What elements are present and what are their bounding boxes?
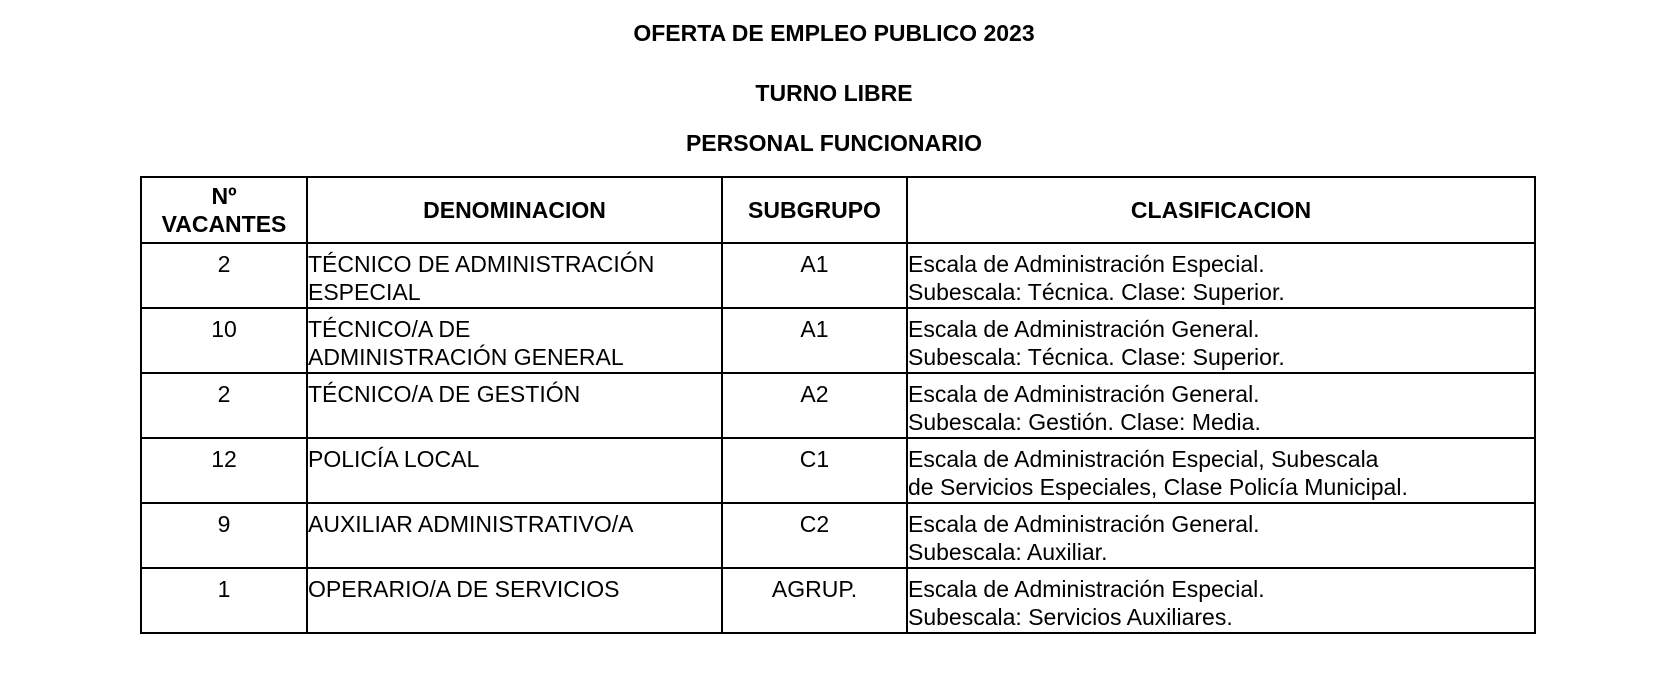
clasificacion-line: Subescala: Técnica. Clase: Superior. (908, 279, 1285, 305)
header-vacantes-line1: Nº (211, 183, 237, 209)
clasificacion-line: Escala de Administración Especial. (908, 576, 1265, 602)
clasificacion-line: de Servicios Especiales, Clase Policía Municipal. (908, 474, 1408, 500)
table-row (141, 503, 1535, 568)
clasificacion-line: Escala de Administración Especial. (908, 251, 1265, 277)
table-body (141, 243, 1535, 633)
cell-denominacion (307, 438, 722, 503)
denominacion-line: TÉCNICO/A DE GESTIÓN (308, 381, 581, 407)
cell-denominacion (307, 568, 722, 633)
clasificacion-line: Subescala: Servicios Auxiliares. (908, 604, 1233, 630)
cell-clasificacion (907, 373, 1535, 438)
denominacion-line: POLICÍA LOCAL (308, 446, 480, 472)
cell-subgrupo: C2 (722, 503, 907, 568)
denominacion-line: AUXILIAR ADMINISTRATIVO/A (308, 511, 634, 537)
cell-clasificacion (907, 568, 1535, 633)
cell-denominacion (307, 503, 722, 568)
cell-vacantes: 10 (141, 308, 307, 373)
clasificacion-line: Subescala: Gestión. Clase: Media. (908, 409, 1261, 435)
cell-denominacion (307, 243, 722, 308)
table-row (141, 568, 1535, 633)
clasificacion-line: Escala de Administración General. (908, 381, 1260, 407)
cell-vacantes: 2 (141, 373, 307, 438)
table-row (141, 373, 1535, 438)
cell-subgrupo: C1 (722, 438, 907, 503)
clasificacion-line: Subescala: Técnica. Clase: Superior. (908, 344, 1285, 370)
header-denominacion: DENOMINACION (307, 177, 722, 243)
cell-clasificacion (907, 308, 1535, 373)
table-row (141, 438, 1535, 503)
clasificacion-line: Escala de Administración General. (908, 511, 1260, 537)
header-vacantes (141, 177, 307, 243)
cell-clasificacion (907, 243, 1535, 308)
cell-vacantes: 1 (141, 568, 307, 633)
header-row (141, 177, 1535, 243)
clasificacion-line: Escala de Administración Especial, Subescala (908, 446, 1379, 472)
header-vacantes-line2: VACANTES (161, 211, 287, 237)
cell-vacantes: 12 (141, 438, 307, 503)
cell-subgrupo: A1 (722, 308, 907, 373)
cell-denominacion (307, 373, 722, 438)
cell-vacantes: 2 (141, 243, 307, 308)
denominacion-line: TÉCNICO/A DE (308, 316, 471, 342)
document-title: OFERTA DE EMPLEO PUBLICO 2023 (633, 20, 1035, 46)
table-header (141, 177, 1535, 243)
document-subtitle: TURNO LIBRE (755, 80, 913, 106)
cell-vacantes: 9 (141, 503, 307, 568)
denominacion-line: ADMINISTRACIÓN GENERAL (308, 344, 624, 370)
cell-clasificacion (907, 503, 1535, 568)
header-subgrupo: SUBGRUPO (722, 177, 907, 243)
cell-denominacion (307, 308, 722, 373)
cell-subgrupo: AGRUP. (722, 568, 907, 633)
cell-clasificacion (907, 438, 1535, 503)
header-clasificacion: CLASIFICACION (907, 177, 1535, 243)
denominacion-line: ESPECIAL (308, 279, 421, 305)
cell-subgrupo: A2 (722, 373, 907, 438)
section-title: PERSONAL FUNCIONARIO (685, 130, 983, 156)
table-row (141, 243, 1535, 308)
denominacion-line: TÉCNICO DE ADMINISTRACIÓN (308, 251, 655, 277)
clasificacion-line: Escala de Administración General. (908, 316, 1260, 342)
denominacion-line: OPERARIO/A DE SERVICIOS (308, 576, 620, 602)
table-row (141, 308, 1535, 373)
vacancies-table (140, 176, 1536, 634)
cell-subgrupo: A1 (722, 243, 907, 308)
clasificacion-line: Subescala: Auxiliar. (908, 539, 1108, 565)
